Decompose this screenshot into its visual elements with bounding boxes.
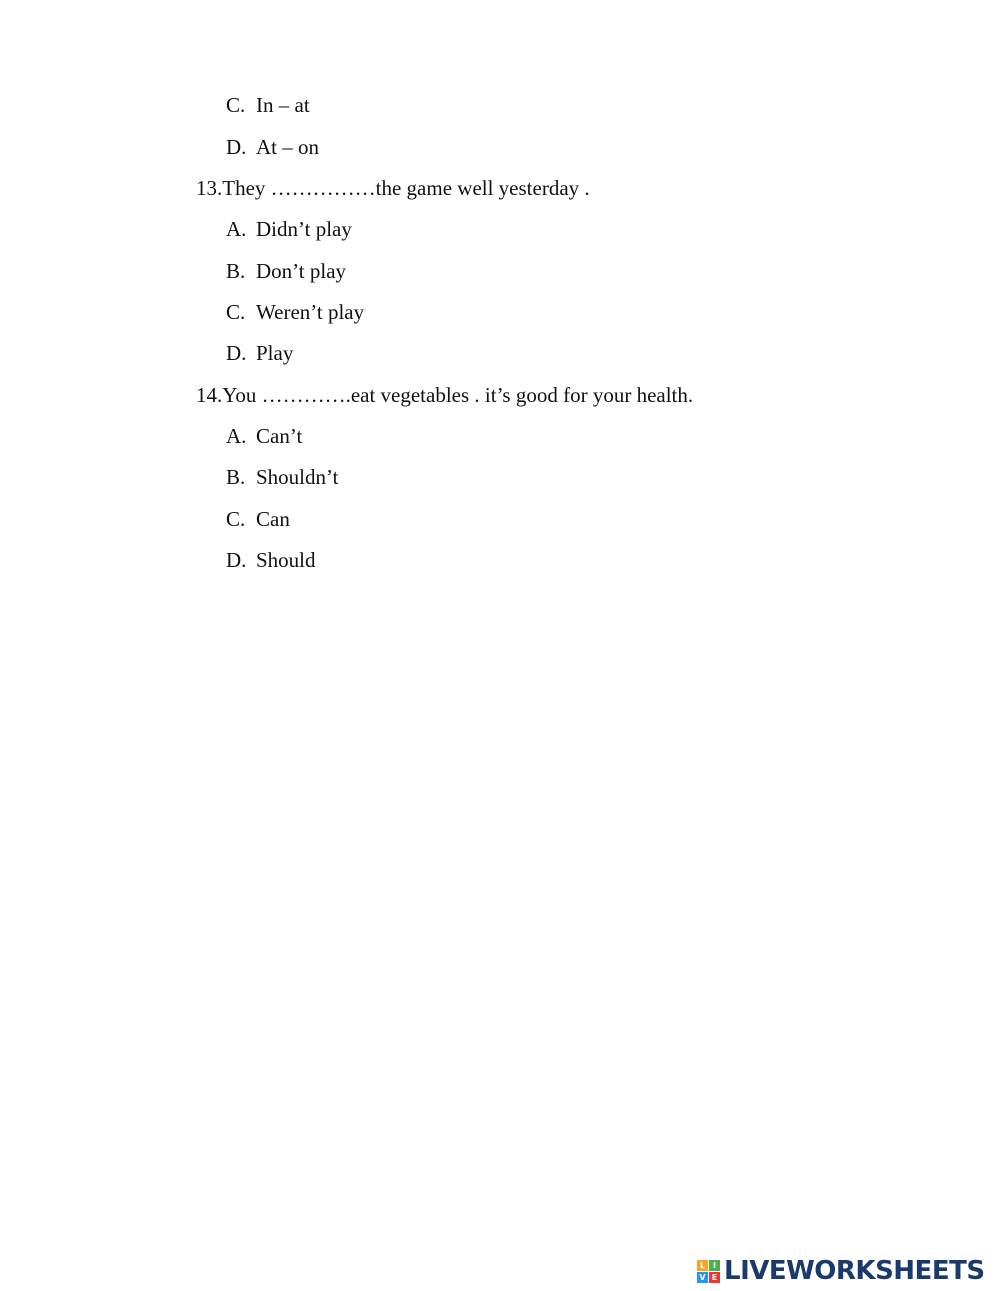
option-text: Can’t [256,424,303,448]
option-q14-b[interactable] [226,465,338,489]
question-13-stem: 13.They ……………the game well yesterday . [196,176,590,200]
liveworksheets-logo [697,1256,985,1286]
option-text: Play [256,341,294,365]
logo-mark-letter: L [697,1260,708,1271]
logo-mark-letter: I [709,1260,720,1271]
logo-mark-letter: E [709,1272,720,1283]
option-letter: D. [226,341,247,365]
option-q14-d[interactable] [226,548,316,572]
option-text: At – on [256,135,319,159]
question-14-stem: 14.You ………….eat vegetables . it’s good for your health. [196,383,694,407]
option-letter: C. [226,93,246,117]
option-letter: D. [226,548,247,572]
logo-text: LIVEWORKSHEETS [724,1256,985,1286]
option-letter: A. [226,217,247,241]
option-q13-b[interactable] [226,259,346,283]
option-q13-d[interactable] [226,341,293,365]
option-letter: C. [226,507,246,531]
option-text: Weren’t play [256,300,365,324]
option-q14-a[interactable] [226,424,302,448]
logo-mark-letter: V [697,1272,708,1283]
option-prev-d[interactable] [226,135,319,159]
option-letter: C. [226,300,246,324]
option-letter: B. [226,259,246,283]
option-text: Can [256,507,290,531]
option-prev-c[interactable] [226,93,310,117]
option-text: Don’t play [256,259,347,283]
option-letter: A. [226,424,247,448]
option-q13-a[interactable] [226,217,352,241]
logo-mark-icon [697,1260,720,1283]
option-q14-c[interactable] [226,507,290,531]
option-text: Shouldn’t [256,465,339,489]
option-text: Didn’t play [256,217,352,241]
option-letter: D. [226,135,247,159]
option-letter: B. [226,465,246,489]
option-q13-c[interactable] [226,300,364,324]
option-text: Should [256,548,316,572]
option-text: In – at [256,93,310,117]
